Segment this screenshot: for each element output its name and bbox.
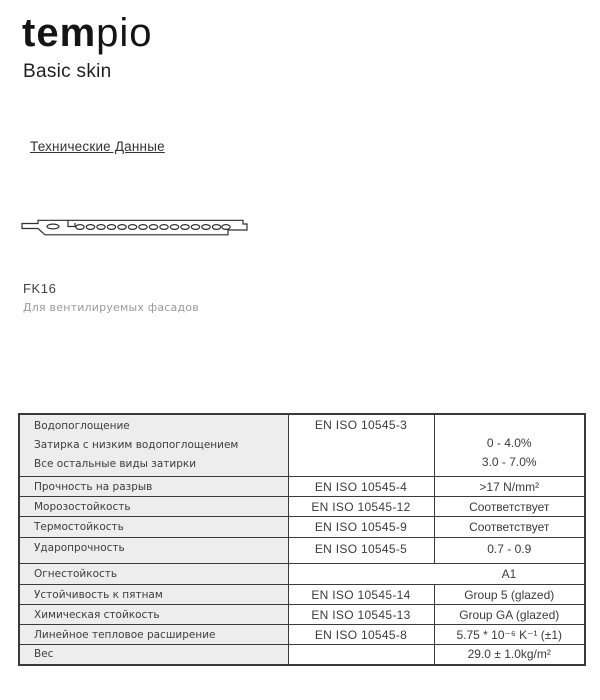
value-cell: 29.0 ± 1.0kg/m² [434,645,585,665]
value-spacer [435,415,585,434]
standard-cell: EN ISO 10545-12 [288,497,434,517]
table-row-water-absorption [19,414,585,477]
merged-standard-value-cell [288,564,585,585]
value-cell: >17 N/mm² [434,477,585,497]
table-row-linear-thermal-expansion [19,625,585,645]
panel-profile-icon [20,213,250,241]
value-line: 0 - 4.0% [486,436,532,450]
table-row-tensile-strength [19,477,585,497]
value-line: 3.0 - 7.0% [481,455,537,469]
standard-cell: EN ISO 10545-5 [288,538,434,564]
table-row-heat-resistance [19,517,585,538]
value-cell: Соответствует [434,497,585,517]
value-cell: A1 [501,567,517,581]
brand-logo-light: pio [96,11,153,55]
table-row-stain-resistance [19,585,585,605]
property-cell: Вес [19,645,288,665]
table-row-impact-resistance [19,538,585,564]
table-row-chemical-resistance [19,605,585,625]
value-cell: Group 5 (glazed) [434,585,585,605]
property-cell [19,414,288,477]
product-code: FK16 [23,281,57,296]
property-line: Водопоглощение [34,420,130,432]
technical-data-table-wrap [18,413,584,666]
property-cell: Линейное тепловое расширение [19,625,288,645]
value-cell: Соответствует [434,517,585,538]
section-title-technical-data: Технические Данные [30,139,165,154]
brand-logo-bold: tem [22,11,97,55]
property-line: Затирка с низким водопоглощением [34,439,239,451]
property-cell: Морозостойкость [19,497,288,517]
standard-cell: EN ISO 10545-14 [288,585,434,605]
standard-cell: EN ISO 10545-4 [288,477,434,497]
value-cell: 5.75 * 10⁻⁶ K⁻¹ (±1) [434,625,585,645]
table-row-frost-resistance [19,497,585,517]
property-cell: Ударопрочность [19,538,288,564]
technical-data-table [18,413,586,666]
standard-cell [288,645,434,665]
panel-profile-drawing [20,213,250,241]
value-cell: Group GA (glazed) [434,605,585,625]
standard-cell: EN ISO 10545-13 [288,605,434,625]
standard-cell: EN ISO 10545-3 [288,414,434,477]
property-cell: Химическая стойкость [19,605,288,625]
property-cell: Огнестойкость [19,564,288,585]
product-description: Для вентилируемых фасадов [23,301,199,314]
value-cell [434,414,585,477]
property-cell: Термостойкость [19,517,288,538]
brand-logo [22,10,153,56]
table-row-fire-resistance [19,564,585,585]
standard-cell: EN ISO 10545-9 [288,517,434,538]
standard-cell: EN ISO 10545-8 [288,625,434,645]
value-cell: 0.7 - 0.9 [434,538,585,564]
property-cell: Прочность на разрыв [19,477,288,497]
product-line-subtitle: Basic skin [23,61,112,82]
property-cell: Устойчивость к пятнам [19,585,288,605]
table-row-weight [19,645,585,665]
property-line: Все остальные виды затирки [34,458,197,470]
